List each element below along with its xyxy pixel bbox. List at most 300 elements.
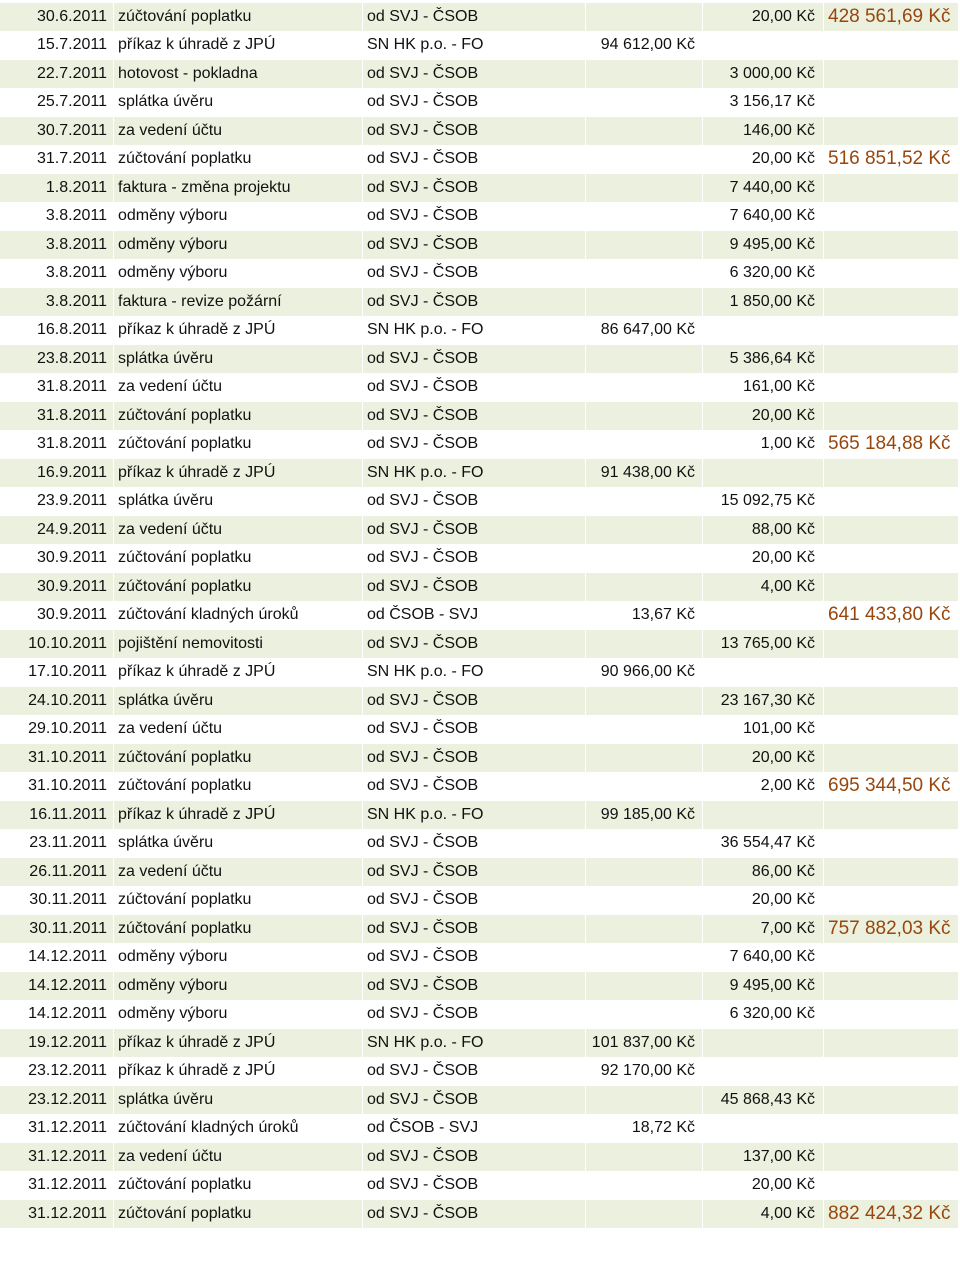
outgoing-amount: 5 386,64 Kč [703, 345, 824, 374]
transaction-date: 23.8.2011 [0, 345, 114, 374]
transaction-party: od SVJ - ČSOB [363, 374, 586, 403]
transaction-description: zúčtování poplatku [114, 3, 363, 32]
transaction-description: příkaz k úhradě z JPÚ [114, 1029, 363, 1058]
transaction-date: 16.8.2011 [0, 317, 114, 346]
transaction-party: od SVJ - ČSOB [363, 573, 586, 602]
transaction-party: od SVJ - ČSOB [363, 1143, 586, 1172]
transaction-date: 15.7.2011 [0, 32, 114, 61]
transaction-description: zúčtování poplatku [114, 146, 363, 175]
transaction-date: 31.8.2011 [0, 402, 114, 431]
running-balance [824, 231, 958, 260]
table-row [0, 174, 958, 203]
table-row [0, 687, 958, 716]
incoming-amount [586, 972, 703, 1001]
transaction-description: splátka úvěru [114, 345, 363, 374]
table-row [0, 1058, 958, 1087]
transaction-date: 29.10.2011 [0, 716, 114, 745]
table-row [0, 773, 958, 802]
transaction-party: od SVJ - ČSOB [363, 488, 586, 517]
running-balance [824, 345, 958, 374]
incoming-amount [586, 89, 703, 118]
incoming-amount: 91 438,00 Kč [586, 459, 703, 488]
running-balance [824, 858, 958, 887]
transaction-description: příkaz k úhradě z JPÚ [114, 801, 363, 830]
transaction-description: faktura - revize požární [114, 288, 363, 317]
running-balance [824, 117, 958, 146]
transaction-date: 3.8.2011 [0, 288, 114, 317]
transaction-description: odměny výboru [114, 260, 363, 289]
transaction-description: zúčtování poplatku [114, 915, 363, 944]
transaction-description: splátka úvěru [114, 89, 363, 118]
ledger-body [0, 3, 958, 1229]
table-row [0, 231, 958, 260]
table-row [0, 1001, 958, 1030]
running-balance [824, 573, 958, 602]
table-row [0, 459, 958, 488]
incoming-amount: 94 612,00 Kč [586, 32, 703, 61]
incoming-amount [586, 1086, 703, 1115]
transaction-party: od SVJ - ČSOB [363, 231, 586, 260]
table-row [0, 516, 958, 545]
transaction-date: 3.8.2011 [0, 203, 114, 232]
transaction-party: od SVJ - ČSOB [363, 117, 586, 146]
running-balance: 757 882,03 Kč [824, 915, 958, 944]
transaction-date: 3.8.2011 [0, 260, 114, 289]
outgoing-amount: 7 640,00 Kč [703, 203, 824, 232]
outgoing-amount: 1 850,00 Kč [703, 288, 824, 317]
running-balance [824, 288, 958, 317]
table-row [0, 260, 958, 289]
table-row [0, 146, 958, 175]
transaction-party: od SVJ - ČSOB [363, 203, 586, 232]
transaction-date: 30.6.2011 [0, 3, 114, 32]
transaction-party: od SVJ - ČSOB [363, 887, 586, 916]
outgoing-amount: 9 495,00 Kč [703, 972, 824, 1001]
running-balance [824, 402, 958, 431]
outgoing-amount: 20,00 Kč [703, 402, 824, 431]
outgoing-amount: 20,00 Kč [703, 3, 824, 32]
transaction-description: zúčtování poplatku [114, 1200, 363, 1229]
outgoing-amount: 15 092,75 Kč [703, 488, 824, 517]
table-row [0, 1115, 958, 1144]
transaction-date: 30.9.2011 [0, 573, 114, 602]
outgoing-amount: 7,00 Kč [703, 915, 824, 944]
incoming-amount [586, 573, 703, 602]
transaction-description: odměny výboru [114, 944, 363, 973]
transaction-party: od SVJ - ČSOB [363, 716, 586, 745]
transaction-description: zúčtování kladných úroků [114, 1115, 363, 1144]
transaction-description: zúčtování poplatku [114, 773, 363, 802]
table-row [0, 915, 958, 944]
transaction-party: od ČSOB - SVJ [363, 1115, 586, 1144]
incoming-amount [586, 3, 703, 32]
running-balance [824, 630, 958, 659]
transaction-date: 14.12.2011 [0, 972, 114, 1001]
transaction-party: od SVJ - ČSOB [363, 288, 586, 317]
running-balance: 641 433,80 Kč [824, 602, 958, 631]
transaction-party: od SVJ - ČSOB [363, 260, 586, 289]
transaction-party: SN HK p.o. - FO [363, 801, 586, 830]
transaction-description: odměny výboru [114, 972, 363, 1001]
incoming-amount [586, 60, 703, 89]
incoming-amount [586, 545, 703, 574]
running-balance [824, 1143, 958, 1172]
transaction-party: od SVJ - ČSOB [363, 915, 586, 944]
transaction-party: od SVJ - ČSOB [363, 1172, 586, 1201]
transaction-party: od SVJ - ČSOB [363, 516, 586, 545]
transaction-party: od SVJ - ČSOB [363, 944, 586, 973]
transaction-description: hotovost - pokladna [114, 60, 363, 89]
transaction-party: od SVJ - ČSOB [363, 60, 586, 89]
incoming-amount [586, 1200, 703, 1229]
running-balance [824, 1029, 958, 1058]
table-row [0, 317, 958, 346]
running-balance [824, 1172, 958, 1201]
incoming-amount [586, 915, 703, 944]
incoming-amount [586, 773, 703, 802]
transaction-party: od SVJ - ČSOB [363, 687, 586, 716]
outgoing-amount: 4,00 Kč [703, 573, 824, 602]
running-balance [824, 687, 958, 716]
incoming-amount [586, 288, 703, 317]
table-row [0, 345, 958, 374]
transaction-date: 31.10.2011 [0, 744, 114, 773]
transaction-date: 23.12.2011 [0, 1086, 114, 1115]
incoming-amount [586, 374, 703, 403]
table-row [0, 887, 958, 916]
transaction-date: 31.8.2011 [0, 431, 114, 460]
incoming-amount [586, 345, 703, 374]
transaction-date: 16.11.2011 [0, 801, 114, 830]
transaction-description: příkaz k úhradě z JPÚ [114, 32, 363, 61]
transaction-description: zúčtování poplatku [114, 744, 363, 773]
transaction-date: 30.7.2011 [0, 117, 114, 146]
table-row [0, 1143, 958, 1172]
transaction-party: SN HK p.o. - FO [363, 459, 586, 488]
incoming-amount: 18,72 Kč [586, 1115, 703, 1144]
transaction-description: zúčtování poplatku [114, 545, 363, 574]
transaction-party: od SVJ - ČSOB [363, 545, 586, 574]
transaction-description: za vedení účtu [114, 117, 363, 146]
outgoing-amount [703, 602, 824, 631]
transaction-date: 24.9.2011 [0, 516, 114, 545]
transaction-date: 30.11.2011 [0, 915, 114, 944]
table-row [0, 716, 958, 745]
table-row [0, 545, 958, 574]
running-balance [824, 716, 958, 745]
transaction-party: od SVJ - ČSOB [363, 89, 586, 118]
transaction-description: faktura - změna projektu [114, 174, 363, 203]
table-row [0, 1172, 958, 1201]
transaction-description: zúčtování poplatku [114, 1172, 363, 1201]
transaction-date: 23.11.2011 [0, 830, 114, 859]
running-balance [824, 89, 958, 118]
transaction-party: SN HK p.o. - FO [363, 317, 586, 346]
outgoing-amount: 20,00 Kč [703, 744, 824, 773]
outgoing-amount [703, 1115, 824, 1144]
running-balance [824, 516, 958, 545]
table-row [0, 944, 958, 973]
outgoing-amount [703, 317, 824, 346]
incoming-amount: 13,67 Kč [586, 602, 703, 631]
running-balance [824, 60, 958, 89]
incoming-amount [586, 260, 703, 289]
table-row [0, 431, 958, 460]
outgoing-amount: 6 320,00 Kč [703, 260, 824, 289]
transaction-description: odměny výboru [114, 203, 363, 232]
transaction-description: příkaz k úhradě z JPÚ [114, 1058, 363, 1087]
transaction-date: 31.8.2011 [0, 374, 114, 403]
running-balance: 516 851,52 Kč [824, 146, 958, 175]
table-row [0, 858, 958, 887]
outgoing-amount [703, 801, 824, 830]
table-row [0, 972, 958, 1001]
running-balance [824, 972, 958, 1001]
outgoing-amount: 3 000,00 Kč [703, 60, 824, 89]
outgoing-amount: 7 440,00 Kč [703, 174, 824, 203]
outgoing-amount [703, 659, 824, 688]
transaction-date: 25.7.2011 [0, 89, 114, 118]
running-balance [824, 459, 958, 488]
running-balance [824, 488, 958, 517]
transaction-description: splátka úvěru [114, 687, 363, 716]
incoming-amount: 86 647,00 Kč [586, 317, 703, 346]
transaction-date: 19.12.2011 [0, 1029, 114, 1058]
incoming-amount [586, 1172, 703, 1201]
outgoing-amount: 161,00 Kč [703, 374, 824, 403]
transaction-date: 31.12.2011 [0, 1143, 114, 1172]
outgoing-amount: 3 156,17 Kč [703, 89, 824, 118]
transaction-description: zúčtování poplatku [114, 431, 363, 460]
outgoing-amount [703, 459, 824, 488]
transaction-party: od SVJ - ČSOB [363, 1200, 586, 1229]
transaction-description: za vedení účtu [114, 716, 363, 745]
incoming-amount [586, 516, 703, 545]
incoming-amount: 99 185,00 Kč [586, 801, 703, 830]
running-balance [824, 545, 958, 574]
outgoing-amount: 101,00 Kč [703, 716, 824, 745]
outgoing-amount: 36 554,47 Kč [703, 830, 824, 859]
transaction-party: od SVJ - ČSOB [363, 146, 586, 175]
transaction-description: příkaz k úhradě z JPÚ [114, 317, 363, 346]
transaction-party: od SVJ - ČSOB [363, 402, 586, 431]
outgoing-amount: 20,00 Kč [703, 887, 824, 916]
transaction-date: 14.12.2011 [0, 944, 114, 973]
outgoing-amount: 1,00 Kč [703, 431, 824, 460]
table-row [0, 630, 958, 659]
table-row [0, 801, 958, 830]
running-balance [824, 659, 958, 688]
outgoing-amount: 45 868,43 Kč [703, 1086, 824, 1115]
transaction-party: od SVJ - ČSOB [363, 630, 586, 659]
incoming-amount [586, 1143, 703, 1172]
outgoing-amount: 7 640,00 Kč [703, 944, 824, 973]
running-balance [824, 260, 958, 289]
transaction-description: splátka úvěru [114, 830, 363, 859]
transaction-party: od SVJ - ČSOB [363, 744, 586, 773]
incoming-amount [586, 203, 703, 232]
running-balance [824, 317, 958, 346]
transaction-description: příkaz k úhradě z JPÚ [114, 659, 363, 688]
transaction-date: 10.10.2011 [0, 630, 114, 659]
transaction-description: za vedení účtu [114, 516, 363, 545]
running-balance [824, 203, 958, 232]
transaction-date: 30.9.2011 [0, 602, 114, 631]
ledger-table [0, 3, 958, 1229]
outgoing-amount [703, 1029, 824, 1058]
transaction-date: 30.11.2011 [0, 887, 114, 916]
table-row [0, 288, 958, 317]
incoming-amount [586, 887, 703, 916]
transaction-description: za vedení účtu [114, 858, 363, 887]
outgoing-amount: 23 167,30 Kč [703, 687, 824, 716]
transaction-party: od SVJ - ČSOB [363, 174, 586, 203]
incoming-amount: 101 837,00 Kč [586, 1029, 703, 1058]
transaction-date: 1.8.2011 [0, 174, 114, 203]
transaction-description: odměny výboru [114, 231, 363, 260]
transaction-date: 31.10.2011 [0, 773, 114, 802]
transaction-description: zúčtování poplatku [114, 887, 363, 916]
table-row [0, 744, 958, 773]
transaction-description: pojištění nemovitosti [114, 630, 363, 659]
running-balance [824, 801, 958, 830]
running-balance [824, 1001, 958, 1030]
transaction-description: příkaz k úhradě z JPÚ [114, 459, 363, 488]
transaction-description: zúčtování poplatku [114, 573, 363, 602]
outgoing-amount [703, 1058, 824, 1087]
running-balance: 428 561,69 Kč [824, 3, 958, 32]
transaction-description: zúčtování kladných úroků [114, 602, 363, 631]
transaction-party: od SVJ - ČSOB [363, 3, 586, 32]
transaction-party: SN HK p.o. - FO [363, 32, 586, 61]
table-row [0, 89, 958, 118]
transaction-party: od SVJ - ČSOB [363, 858, 586, 887]
running-balance [824, 1086, 958, 1115]
incoming-amount [586, 944, 703, 973]
table-row [0, 1200, 958, 1229]
transaction-date: 23.9.2011 [0, 488, 114, 517]
transaction-date: 31.7.2011 [0, 146, 114, 175]
transaction-party: od SVJ - ČSOB [363, 1058, 586, 1087]
table-row [0, 402, 958, 431]
incoming-amount [586, 858, 703, 887]
table-row [0, 1086, 958, 1115]
transaction-description: splátka úvěru [114, 1086, 363, 1115]
outgoing-amount [703, 32, 824, 61]
transaction-date: 17.10.2011 [0, 659, 114, 688]
transaction-party: od SVJ - ČSOB [363, 773, 586, 802]
incoming-amount [586, 146, 703, 175]
outgoing-amount: 9 495,00 Kč [703, 231, 824, 260]
transaction-date: 31.12.2011 [0, 1172, 114, 1201]
outgoing-amount: 20,00 Kč [703, 1172, 824, 1201]
outgoing-amount: 146,00 Kč [703, 117, 824, 146]
incoming-amount [586, 402, 703, 431]
running-balance [824, 944, 958, 973]
transaction-date: 26.11.2011 [0, 858, 114, 887]
transaction-date: 3.8.2011 [0, 231, 114, 260]
transaction-date: 23.12.2011 [0, 1058, 114, 1087]
transaction-party: od SVJ - ČSOB [363, 345, 586, 374]
table-row [0, 573, 958, 602]
transaction-date: 16.9.2011 [0, 459, 114, 488]
transaction-party: SN HK p.o. - FO [363, 659, 586, 688]
incoming-amount [586, 744, 703, 773]
transaction-party: SN HK p.o. - FO [363, 1029, 586, 1058]
transaction-date: 24.10.2011 [0, 687, 114, 716]
outgoing-amount: 6 320,00 Kč [703, 1001, 824, 1030]
running-balance [824, 1115, 958, 1144]
table-row [0, 374, 958, 403]
running-balance [824, 744, 958, 773]
incoming-amount: 90 966,00 Kč [586, 659, 703, 688]
incoming-amount [586, 174, 703, 203]
outgoing-amount: 4,00 Kč [703, 1200, 824, 1229]
outgoing-amount: 13 765,00 Kč [703, 630, 824, 659]
transaction-description: splátka úvěru [114, 488, 363, 517]
incoming-amount [586, 431, 703, 460]
incoming-amount [586, 716, 703, 745]
outgoing-amount: 86,00 Kč [703, 858, 824, 887]
transaction-description: za vedení účtu [114, 374, 363, 403]
outgoing-amount: 20,00 Kč [703, 146, 824, 175]
running-balance [824, 830, 958, 859]
running-balance: 695 344,50 Kč [824, 773, 958, 802]
incoming-amount [586, 830, 703, 859]
table-row [0, 830, 958, 859]
outgoing-amount: 137,00 Kč [703, 1143, 824, 1172]
incoming-amount [586, 1001, 703, 1030]
incoming-amount [586, 117, 703, 146]
table-row [0, 32, 958, 61]
transaction-party: od SVJ - ČSOB [363, 830, 586, 859]
table-row [0, 60, 958, 89]
incoming-amount [586, 630, 703, 659]
table-row [0, 203, 958, 232]
incoming-amount: 92 170,00 Kč [586, 1058, 703, 1087]
outgoing-amount: 88,00 Kč [703, 516, 824, 545]
incoming-amount [586, 687, 703, 716]
outgoing-amount: 2,00 Kč [703, 773, 824, 802]
transaction-description: zúčtování poplatku [114, 402, 363, 431]
transaction-date: 31.12.2011 [0, 1115, 114, 1144]
running-balance: 882 424,32 Kč [824, 1200, 958, 1229]
transaction-date: 22.7.2011 [0, 60, 114, 89]
transaction-date: 14.12.2011 [0, 1001, 114, 1030]
table-row [0, 3, 958, 32]
transaction-description: odměny výboru [114, 1001, 363, 1030]
running-balance [824, 374, 958, 403]
transaction-party: od SVJ - ČSOB [363, 1001, 586, 1030]
running-balance [824, 32, 958, 61]
transaction-party: od SVJ - ČSOB [363, 1086, 586, 1115]
running-balance [824, 887, 958, 916]
transaction-party: od ČSOB - SVJ [363, 602, 586, 631]
transaction-description: za vedení účtu [114, 1143, 363, 1172]
transaction-date: 30.9.2011 [0, 545, 114, 574]
transaction-party: od SVJ - ČSOB [363, 431, 586, 460]
incoming-amount [586, 231, 703, 260]
table-row [0, 488, 958, 517]
running-balance [824, 1058, 958, 1087]
table-row [0, 659, 958, 688]
incoming-amount [586, 488, 703, 517]
transaction-party: od SVJ - ČSOB [363, 972, 586, 1001]
outgoing-amount: 20,00 Kč [703, 545, 824, 574]
running-balance: 565 184,88 Kč [824, 431, 958, 460]
table-row [0, 1029, 958, 1058]
table-row [0, 602, 958, 631]
